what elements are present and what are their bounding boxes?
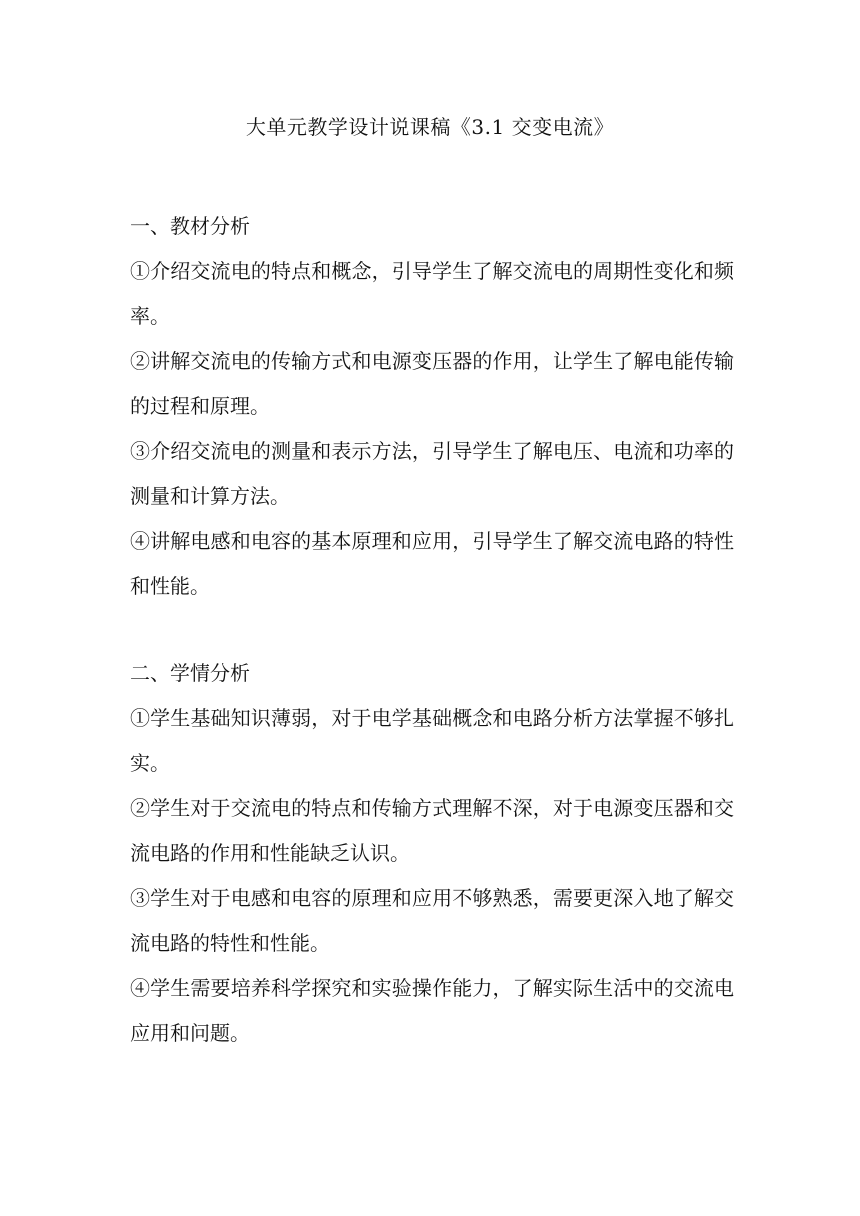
paragraph: ②学生对于交流电的特点和传输方式理解不深，对于电源变压器和交流电路的作用和性能缺乏认识。: [130, 796, 734, 865]
paragraph: ③学生对于电感和电容的原理和应用不够熟悉，需要更深入地了解交流电路的特性和性能。: [130, 886, 734, 955]
document-title: 大单元教学设计说课稿《3.1 交变电流》: [245, 115, 615, 139]
section-textbook-analysis: [130, 204, 734, 609]
paragraph: ③介绍交流电的测量和表示方法，引导学生了解电压、电流和功率的测量和计算方法。: [130, 439, 734, 508]
paragraph: ②讲解交流电的传输方式和电源变压器的作用，让学生了解电能传输的过程和原理。: [130, 349, 734, 418]
section-student-analysis: [130, 651, 734, 1056]
paragraph: ④学生需要培养科学探究和实验操作能力，了解实际生活中的交流电应用和问题。: [130, 976, 734, 1045]
paragraph: ①学生基础知识薄弱，对于电学基础概念和电路分析方法掌握不够扎实。: [130, 706, 734, 775]
paragraph: ④讲解电感和电容的基本原理和应用，引导学生了解交流电路的特性和性能。: [130, 529, 734, 598]
section-heading: 一、教材分析: [130, 214, 250, 238]
section-heading: 二、学情分析: [130, 661, 250, 685]
paragraph: ①介绍交流电的特点和概念，引导学生了解交流电的周期性变化和频率。: [130, 259, 734, 328]
